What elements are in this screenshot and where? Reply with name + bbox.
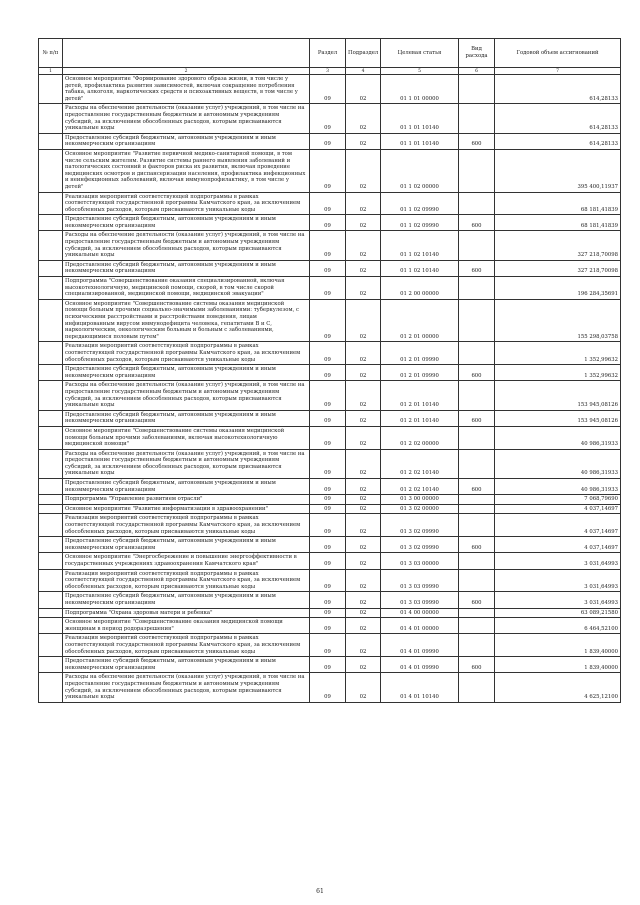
row-amount-cell: 153 945,08126 — [495, 410, 621, 426]
row-subsection-cell: 02 — [346, 277, 381, 300]
row-number-cell — [39, 260, 63, 276]
row-number-cell — [39, 608, 63, 618]
table-row — [39, 618, 621, 634]
table-row — [39, 504, 621, 514]
row-number-cell — [39, 215, 63, 231]
table-row — [39, 410, 621, 426]
row-expense-type-cell — [459, 104, 495, 133]
row-name-cell: Основное мероприятие "Совершенствование оказания медицинской помощи женщинам в период родоразрешения" — [63, 618, 310, 634]
row-subsection-cell: 02 — [346, 673, 381, 702]
row-number-cell — [39, 618, 63, 634]
row-section-cell: 09 — [310, 342, 346, 365]
row-section-cell: 09 — [310, 592, 346, 608]
row-amount-cell: 40 986,31933 — [495, 426, 621, 449]
table-row — [39, 673, 621, 702]
row-name-cell: Предоставление субсидий бюджетным, автономным учреждениям и иным некоммерческим организациям — [63, 215, 310, 231]
row-name-cell: Основное мероприятие "Совершенствование системы оказания медицинской помощи больным прочими заболеваниями, включая высокотехнологичную медицинской помощи" — [63, 426, 310, 449]
row-expense-type-cell — [459, 299, 495, 342]
table-row — [39, 479, 621, 495]
row-section-cell: 09 — [310, 618, 346, 634]
header-subsection: Подраздел — [346, 39, 381, 68]
row-section-cell: 09 — [310, 634, 346, 657]
row-name-cell: Подпрограмма "Совершенствование оказания специализированной, включая высокотехнологичную, медицинской помощи, скорой, в том числе скорой специализированной, медицинской помощи, медицинской эвакуации" — [63, 277, 310, 300]
row-name-cell: Основное мероприятие "Энергосбережение и повышение энергоэффективности в государственных учреждениях здравоохранения Камчатского края" — [63, 553, 310, 569]
table-row — [39, 514, 621, 537]
row-name-cell: Реализация мероприятий соответствующей подпрограммы в рамках соответствующей государственной программы Камчатского края, за исключением обособленных расходов, которым присваиваются уникальные коды — [63, 569, 310, 592]
header-annual-amount: Годовой объем ассигнований — [495, 39, 621, 68]
row-target-article-cell: 01 3 02 09990 — [381, 537, 459, 553]
row-subsection-cell: 02 — [346, 75, 381, 104]
row-expense-type-cell — [459, 634, 495, 657]
row-subsection-cell: 02 — [346, 231, 381, 260]
table-row — [39, 231, 621, 260]
table-row — [39, 634, 621, 657]
row-expense-type-cell: 600 — [459, 537, 495, 553]
column-number: 3 — [310, 68, 346, 75]
row-expense-type-cell: 600 — [459, 657, 495, 673]
row-expense-type-cell: 600 — [459, 133, 495, 149]
row-subsection-cell: 02 — [346, 514, 381, 537]
row-expense-type-cell — [459, 608, 495, 618]
table-row — [39, 657, 621, 673]
row-expense-type-cell — [459, 426, 495, 449]
row-name-cell: Предоставление субсидий бюджетным, автономным учреждениям и иным некоммерческим организациям — [63, 479, 310, 495]
row-target-article-cell: 01 2 02 10140 — [381, 449, 459, 478]
row-name-cell: Подпрограмма "Охрана здоровья матери и ребенка" — [63, 608, 310, 618]
row-amount-cell: 68 181,41839 — [495, 192, 621, 215]
row-name-cell: Предоставление субсидий бюджетным, автономным учреждениям и иным некоммерческим организациям — [63, 537, 310, 553]
row-section-cell: 09 — [310, 277, 346, 300]
row-number-cell — [39, 381, 63, 410]
row-subsection-cell: 02 — [346, 449, 381, 478]
row-name-cell: Реализация мероприятий соответствующей подпрограммы в рамках соответствующей государственной программы Камчатского края, за исключением обособленных расходов, которым присваиваются уникальные коды — [63, 514, 310, 537]
row-target-article-cell: 01 3 02 00000 — [381, 504, 459, 514]
table-row — [39, 192, 621, 215]
row-section-cell: 09 — [310, 192, 346, 215]
row-section-cell: 09 — [310, 75, 346, 104]
row-amount-cell: 395 400,11937 — [495, 149, 621, 192]
header-section: Раздел — [310, 39, 346, 68]
table-row — [39, 569, 621, 592]
table-row — [39, 537, 621, 553]
row-name-cell: Предоставление субсидий бюджетным, автономным учреждениям и иным некоммерческим организациям — [63, 133, 310, 149]
row-section-cell: 09 — [310, 104, 346, 133]
row-amount-cell: 4 625,12100 — [495, 673, 621, 702]
row-number-cell — [39, 569, 63, 592]
row-target-article-cell: 01 4 01 09990 — [381, 657, 459, 673]
row-name-cell: Основное мероприятие "Формирование здорового образа жизни, в том числе у детей, профилактика развития зависимостей, включая сокращение потребления табака, алкоголя, наркотических средств и психоактивных веществ, в том числе у детей" — [63, 75, 310, 104]
row-number-cell — [39, 410, 63, 426]
row-target-article-cell: 01 2 02 00000 — [381, 426, 459, 449]
table-row — [39, 215, 621, 231]
header-expense-type: Вид расхода — [459, 39, 495, 68]
row-name-cell: Реализация мероприятий соответствующей подпрограммы в рамках соответствующей государственной программы Камчатского края, за исключением обособленных расходов, которым присваиваются уникальные коды — [63, 192, 310, 215]
header-num: № п/п — [39, 39, 63, 68]
table-row — [39, 75, 621, 104]
row-expense-type-cell — [459, 149, 495, 192]
row-amount-cell: 1 352,99632 — [495, 342, 621, 365]
table-row — [39, 426, 621, 449]
row-amount-cell: 614,28133 — [495, 104, 621, 133]
column-number: 2 — [63, 68, 310, 75]
row-target-article-cell: 01 1 01 00000 — [381, 75, 459, 104]
row-number-cell — [39, 634, 63, 657]
row-amount-cell: 3 031,64993 — [495, 592, 621, 608]
row-name-cell: Предоставление субсидий бюджетным, автономным учреждениям и иным некоммерческим организациям — [63, 260, 310, 276]
table-row — [39, 133, 621, 149]
row-number-cell — [39, 537, 63, 553]
row-expense-type-cell: 600 — [459, 260, 495, 276]
row-number-cell — [39, 426, 63, 449]
row-section-cell: 09 — [310, 608, 346, 618]
row-section-cell: 09 — [310, 149, 346, 192]
row-name-cell: Предоставление субсидий бюджетным, автономным учреждениям и иным некоммерческим организациям — [63, 592, 310, 608]
row-number-cell — [39, 192, 63, 215]
row-name-cell: Предоставление субсидий бюджетным, автономным учреждениям и иным некоммерческим организациям — [63, 365, 310, 381]
row-amount-cell: 327 218,70098 — [495, 231, 621, 260]
row-expense-type-cell — [459, 449, 495, 478]
row-expense-type-cell — [459, 569, 495, 592]
header-name — [63, 39, 310, 68]
row-section-cell: 09 — [310, 231, 346, 260]
row-expense-type-cell — [459, 553, 495, 569]
row-section-cell: 09 — [310, 215, 346, 231]
row-amount-cell: 6 464,52100 — [495, 618, 621, 634]
row-name-cell: Основное мероприятие "Развитие информатизации в здравоохранении" — [63, 504, 310, 514]
row-number-cell — [39, 657, 63, 673]
row-amount-cell: 4 037,14697 — [495, 537, 621, 553]
row-target-article-cell: 01 3 00 00000 — [381, 495, 459, 505]
row-number-cell — [39, 449, 63, 478]
row-target-article-cell: 01 1 02 10140 — [381, 260, 459, 276]
row-amount-cell: 7 068,79690 — [495, 495, 621, 505]
page-number: 61 — [316, 888, 324, 895]
row-subsection-cell: 02 — [346, 133, 381, 149]
row-expense-type-cell: 600 — [459, 215, 495, 231]
row-expense-type-cell — [459, 504, 495, 514]
row-subsection-cell: 02 — [346, 608, 381, 618]
row-section-cell: 09 — [310, 365, 346, 381]
budget-table — [38, 38, 621, 703]
table-row — [39, 299, 621, 342]
row-target-article-cell: 01 3 02 09990 — [381, 514, 459, 537]
row-number-cell — [39, 479, 63, 495]
row-target-article-cell: 01 3 03 00000 — [381, 553, 459, 569]
row-subsection-cell: 02 — [346, 299, 381, 342]
row-amount-cell: 68 181,41839 — [495, 215, 621, 231]
row-number-cell — [39, 342, 63, 365]
header-target-article: Целевая статья — [381, 39, 459, 68]
row-number-cell — [39, 592, 63, 608]
row-expense-type-cell — [459, 277, 495, 300]
row-target-article-cell: 01 2 01 10140 — [381, 381, 459, 410]
row-name-cell: Реализация мероприятий соответствующей подпрограммы в рамках соответствующей государственной программы Камчатского края, за исключением обособленных расходов, которым присваиваются уникальные коды — [63, 634, 310, 657]
row-subsection-cell: 02 — [346, 365, 381, 381]
table-row — [39, 608, 621, 618]
table-header-row — [39, 39, 621, 68]
row-target-article-cell: 01 2 01 09990 — [381, 365, 459, 381]
column-number: 1 — [39, 68, 63, 75]
row-section-cell: 09 — [310, 381, 346, 410]
row-target-article-cell: 01 2 01 10140 — [381, 410, 459, 426]
table-row — [39, 149, 621, 192]
row-amount-cell: 196 284,35691 — [495, 277, 621, 300]
row-target-article-cell: 01 4 01 09990 — [381, 634, 459, 657]
row-name-cell: Расходы на обеспечение деятельности (оказание услуг) учреждений, в том числе на предоставление государственным бюджетным и автономным учреждениям субсидий, за исключением обособленных расходов, которым присваиваются уникальные коды — [63, 231, 310, 260]
row-target-article-cell: 01 3 03 09990 — [381, 592, 459, 608]
row-number-cell — [39, 133, 63, 149]
table-row — [39, 342, 621, 365]
row-subsection-cell: 02 — [346, 342, 381, 365]
row-amount-cell: 1 839,40000 — [495, 657, 621, 673]
row-name-cell: Расходы на обеспечение деятельности (оказание услуг) учреждений, в том числе на предоставление государственным бюджетным и автономным учреждениям субсидий, за исключением обособленных расходов, которым присваиваются уникальные коды — [63, 673, 310, 702]
row-subsection-cell: 02 — [346, 504, 381, 514]
row-amount-cell: 153 945,08126 — [495, 381, 621, 410]
row-expense-type-cell — [459, 231, 495, 260]
table-row — [39, 495, 621, 505]
row-target-article-cell: 01 1 02 00000 — [381, 149, 459, 192]
table-body — [39, 75, 621, 703]
row-section-cell: 09 — [310, 495, 346, 505]
row-name-cell: Предоставление субсидий бюджетным, автономным учреждениям и иным некоммерческим организациям — [63, 657, 310, 673]
row-number-cell — [39, 553, 63, 569]
row-subsection-cell: 02 — [346, 537, 381, 553]
row-expense-type-cell: 600 — [459, 592, 495, 608]
row-number-cell — [39, 365, 63, 381]
row-amount-cell: 614,28133 — [495, 75, 621, 104]
row-amount-cell: 1 839,40000 — [495, 634, 621, 657]
row-target-article-cell: 01 4 01 00000 — [381, 618, 459, 634]
row-amount-cell: 4 037,14697 — [495, 504, 621, 514]
row-number-cell — [39, 231, 63, 260]
row-number-cell — [39, 104, 63, 133]
row-target-article-cell: 01 2 00 00000 — [381, 277, 459, 300]
row-number-cell — [39, 299, 63, 342]
row-name-cell: Реализация мероприятий соответствующей подпрограммы в рамках соответствующей государственной программы Камчатского края, за исключением обособленных расходов, которым присваиваются уникальные коды — [63, 342, 310, 365]
column-number: 4 — [346, 68, 381, 75]
table-row — [39, 381, 621, 410]
row-amount-cell: 40 986,31933 — [495, 449, 621, 478]
row-amount-cell: 614,28133 — [495, 133, 621, 149]
row-subsection-cell: 02 — [346, 260, 381, 276]
row-number-cell — [39, 514, 63, 537]
row-subsection-cell: 02 — [346, 569, 381, 592]
row-subsection-cell: 02 — [346, 215, 381, 231]
row-target-article-cell: 01 2 01 09990 — [381, 342, 459, 365]
row-expense-type-cell: 600 — [459, 365, 495, 381]
column-number-row — [39, 68, 621, 75]
row-expense-type-cell: 600 — [459, 479, 495, 495]
row-expense-type-cell — [459, 75, 495, 104]
row-number-cell — [39, 149, 63, 192]
row-target-article-cell: 01 1 02 09990 — [381, 215, 459, 231]
row-expense-type-cell — [459, 514, 495, 537]
row-number-cell — [39, 673, 63, 702]
row-subsection-cell: 02 — [346, 426, 381, 449]
table-row — [39, 592, 621, 608]
row-section-cell: 09 — [310, 449, 346, 478]
row-name-cell: Предоставление субсидий бюджетным, автономным учреждениям и иным некоммерческим организациям — [63, 410, 310, 426]
row-subsection-cell: 02 — [346, 592, 381, 608]
table-row — [39, 260, 621, 276]
row-subsection-cell: 02 — [346, 381, 381, 410]
row-subsection-cell: 02 — [346, 410, 381, 426]
row-expense-type-cell — [459, 342, 495, 365]
row-subsection-cell: 02 — [346, 104, 381, 133]
row-amount-cell: 40 986,31933 — [495, 479, 621, 495]
row-target-article-cell: 01 1 01 10140 — [381, 104, 459, 133]
row-expense-type-cell — [459, 192, 495, 215]
row-number-cell — [39, 277, 63, 300]
row-name-cell: Расходы на обеспечение деятельности (оказание услуг) учреждений, в том числе на предоставление государственным бюджетным и автономным учреждениям субсидий, за исключением обособленных расходов, которым присваиваются уникальные коды — [63, 104, 310, 133]
table-row — [39, 365, 621, 381]
row-target-article-cell: 01 2 01 00000 — [381, 299, 459, 342]
row-section-cell: 09 — [310, 299, 346, 342]
row-section-cell: 09 — [310, 479, 346, 495]
row-name-cell: Подпрограмма "Управление развитием отрасли" — [63, 495, 310, 505]
row-amount-cell: 1 352,99632 — [495, 365, 621, 381]
column-number: 6 — [459, 68, 495, 75]
row-subsection-cell: 02 — [346, 192, 381, 215]
row-target-article-cell: 01 4 00 00000 — [381, 608, 459, 618]
row-number-cell — [39, 495, 63, 505]
row-subsection-cell: 02 — [346, 618, 381, 634]
row-section-cell: 09 — [310, 133, 346, 149]
row-number-cell — [39, 75, 63, 104]
row-target-article-cell: 01 2 02 10140 — [381, 479, 459, 495]
row-expense-type-cell — [459, 618, 495, 634]
row-amount-cell: 3 031,64993 — [495, 553, 621, 569]
row-section-cell: 09 — [310, 410, 346, 426]
row-section-cell: 09 — [310, 260, 346, 276]
row-name-cell: Расходы на обеспечение деятельности (оказание услуг) учреждений, в том числе на предоставление государственным бюджетным и автономным учреждениям субсидий, за исключением обособленных расходов, которым присваиваются уникальные коды — [63, 381, 310, 410]
row-number-cell — [39, 504, 63, 514]
row-subsection-cell: 02 — [346, 634, 381, 657]
row-subsection-cell: 02 — [346, 149, 381, 192]
row-section-cell: 09 — [310, 504, 346, 514]
row-section-cell: 09 — [310, 514, 346, 537]
column-number: 5 — [381, 68, 459, 75]
row-amount-cell: 63 089,21580 — [495, 608, 621, 618]
row-name-cell: Расходы на обеспечение деятельности (оказание услуг) учреждений, в том числе на предоставление государственным бюджетным и автономным учреждениям субсидий, за исключением обособленных расходов, которым присваиваются уникальные коды — [63, 449, 310, 478]
row-expense-type-cell: 600 — [459, 410, 495, 426]
row-expense-type-cell — [459, 381, 495, 410]
row-name-cell: Основное мероприятие "Совершенствование системы оказания медицинской помощи больным прочими социально-значимыми заболеваниями: туберкулезом, с психическими расстройствами и расстройствами поведения, лицам инфицированным вирусом иммунодефицита человека, гепатитами В и С, наркологическим, онкологическим больным и больным с заболеваниями, передающимися половым путем" — [63, 299, 310, 342]
row-subsection-cell: 02 — [346, 479, 381, 495]
row-subsection-cell: 02 — [346, 553, 381, 569]
table-row — [39, 277, 621, 300]
row-target-article-cell: 01 1 02 10140 — [381, 231, 459, 260]
row-amount-cell: 327 218,70098 — [495, 260, 621, 276]
table-row — [39, 104, 621, 133]
row-section-cell: 09 — [310, 673, 346, 702]
column-number: 7 — [495, 68, 621, 75]
row-subsection-cell: 02 — [346, 495, 381, 505]
row-target-article-cell: 01 3 03 09990 — [381, 569, 459, 592]
row-amount-cell: 4 037,14697 — [495, 514, 621, 537]
table-row — [39, 449, 621, 478]
row-amount-cell: 3 031,64993 — [495, 569, 621, 592]
row-section-cell: 09 — [310, 426, 346, 449]
row-section-cell: 09 — [310, 657, 346, 673]
table-row — [39, 553, 621, 569]
row-target-article-cell: 01 1 01 10140 — [381, 133, 459, 149]
row-section-cell: 09 — [310, 537, 346, 553]
row-subsection-cell: 02 — [346, 657, 381, 673]
row-name-cell: Основное мероприятие "Развитие первичной медико-санитарной помощи, в том числе сельским жителям. Развитие системы раннего выявления заболеваний и патологических состояний и факторов риска их развития, включая проведение медицинских осмотров и диспансеризации населения, профилактика инфекционных и неинфекционных заболеваний, включая иммунопрофилактику, в том числе у детей" — [63, 149, 310, 192]
row-section-cell: 09 — [310, 569, 346, 592]
row-target-article-cell: 01 1 02 09990 — [381, 192, 459, 215]
row-expense-type-cell — [459, 673, 495, 702]
row-expense-type-cell — [459, 495, 495, 505]
row-target-article-cell: 01 4 01 10140 — [381, 673, 459, 702]
row-section-cell: 09 — [310, 553, 346, 569]
row-amount-cell: 155 298,03758 — [495, 299, 621, 342]
